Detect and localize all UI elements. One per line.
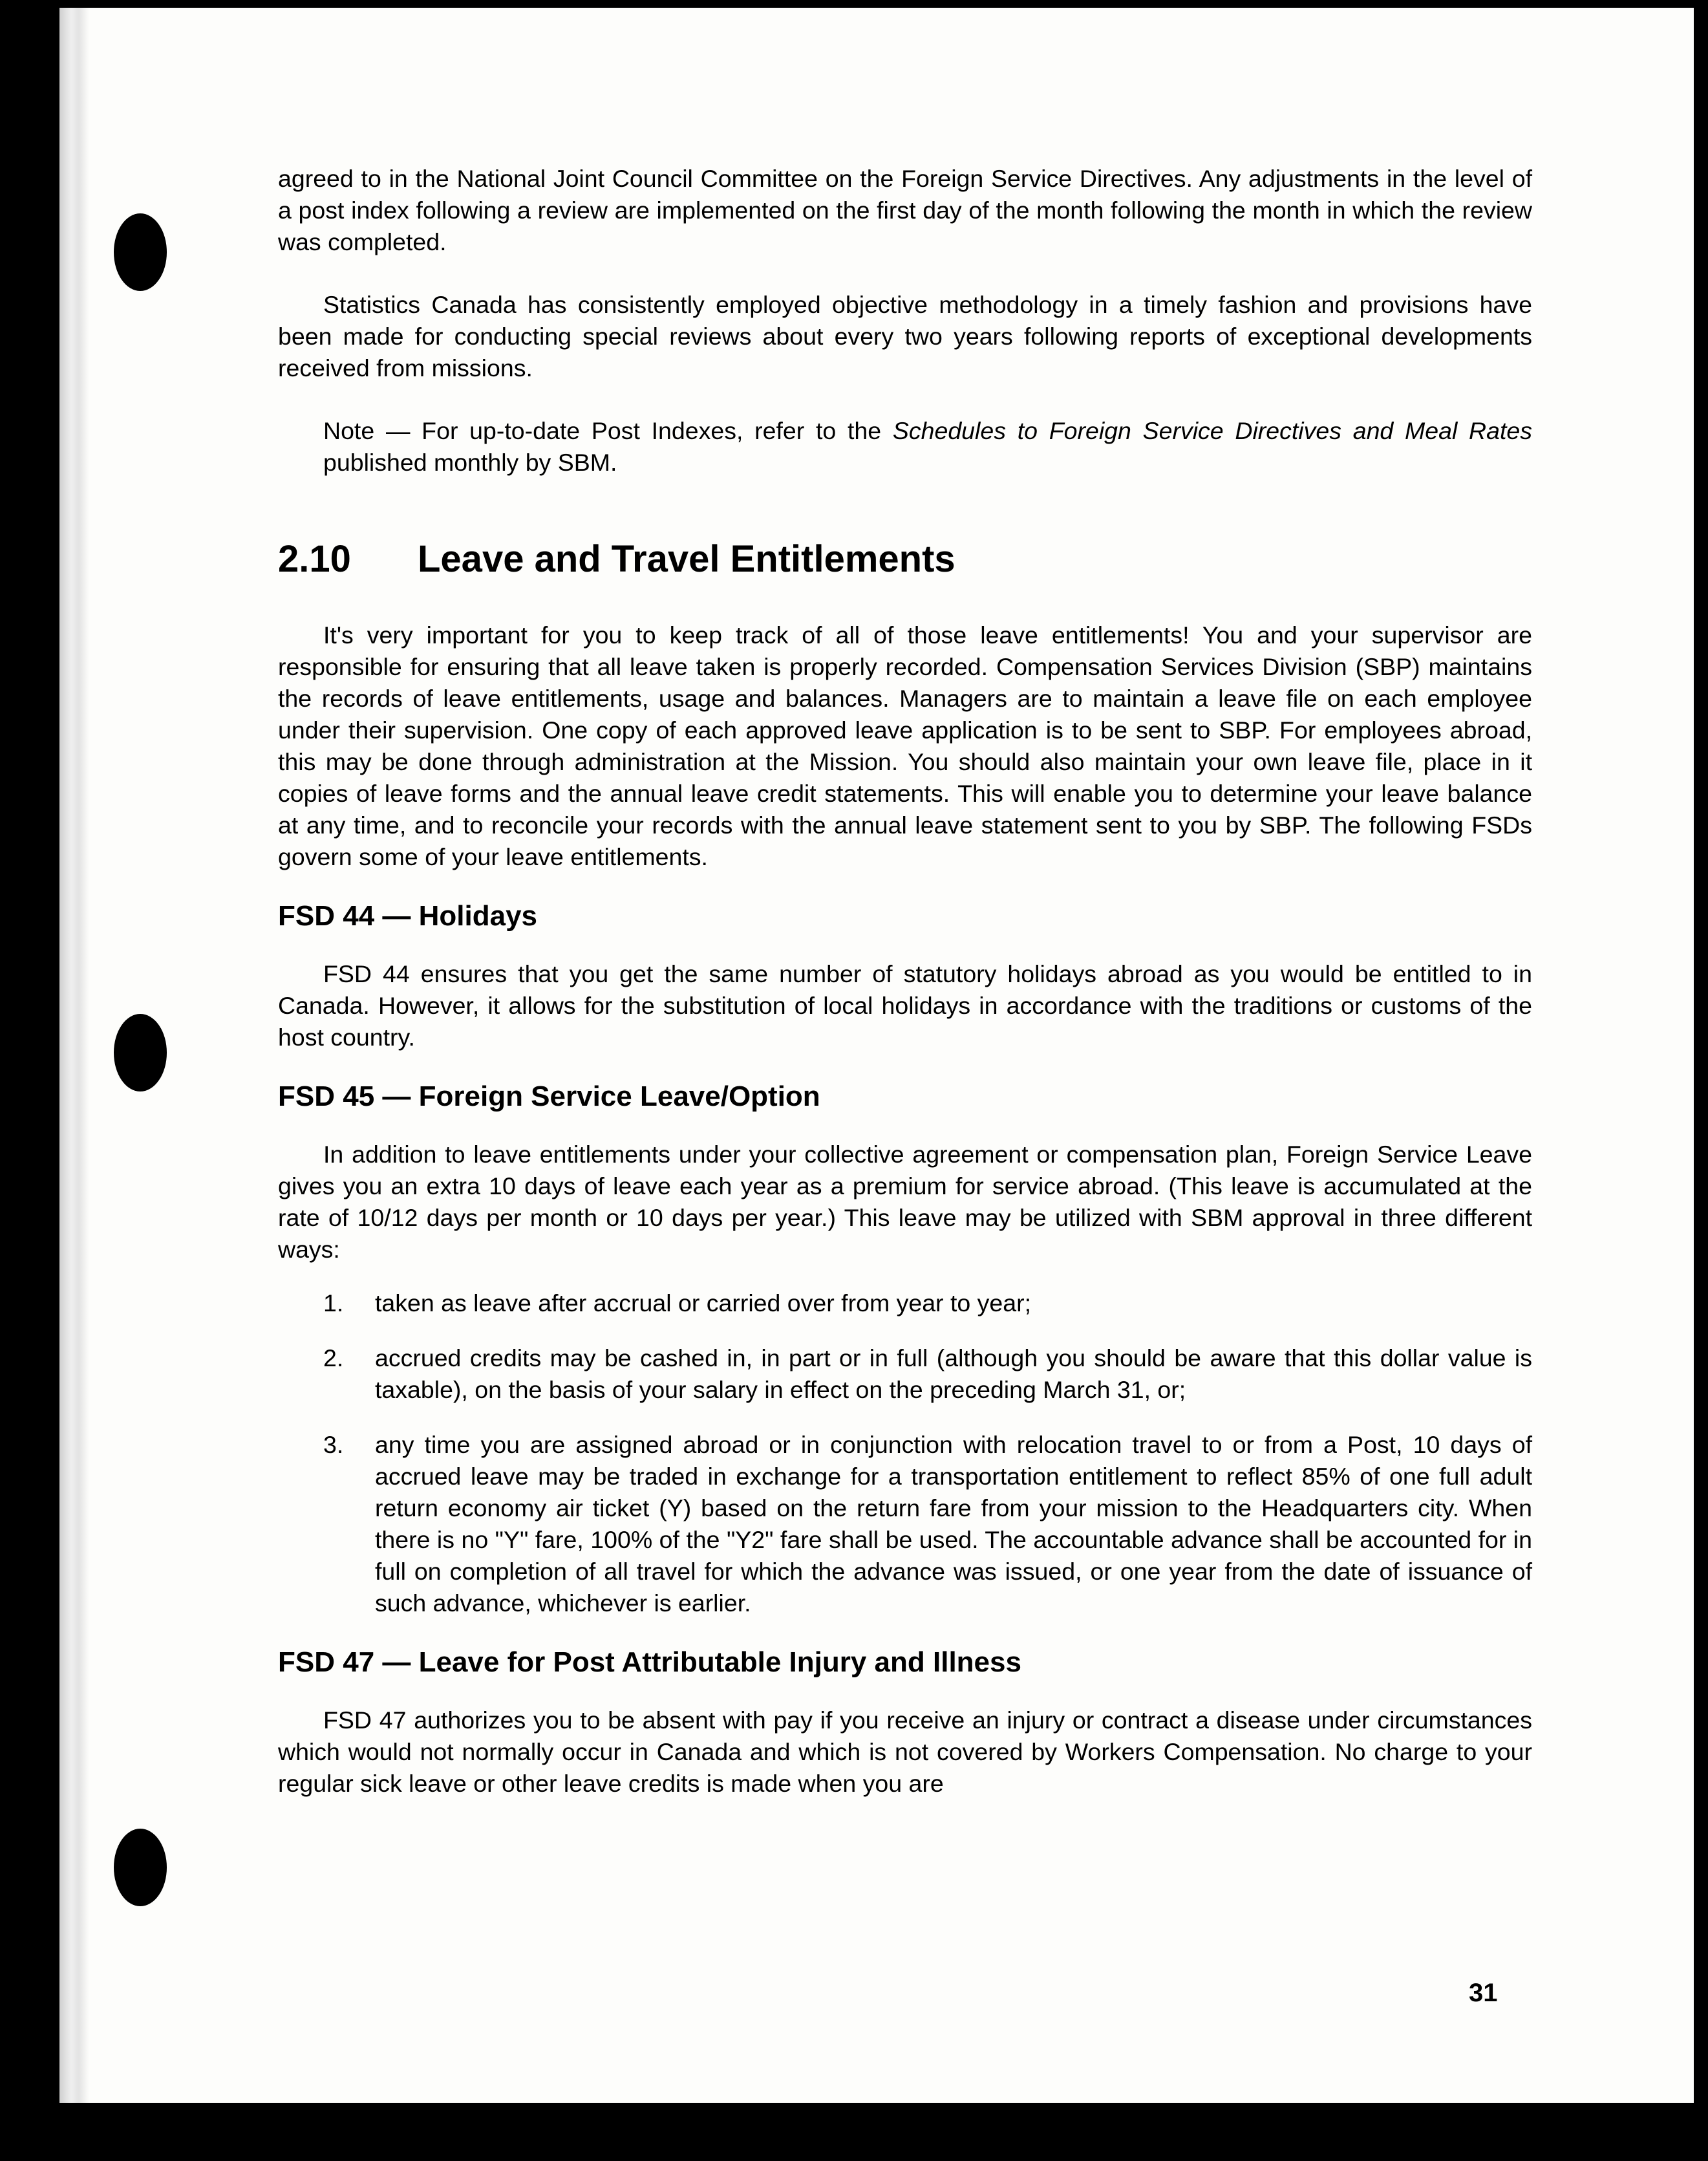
punch-hole-bottom [114, 1829, 167, 1906]
note-prefix: Note — For up-to-date Post Indexes, refer to the [323, 417, 893, 444]
list-item-text: accrued credits may be cashed in, in part or in full (although you should be aware that this dollar value is taxable), on the basis of your salary in effect on the preceding March 31, or; [375, 1344, 1532, 1403]
fsd45-heading: FSD 45 — Foreign Service Leave/Option [278, 1080, 820, 1112]
binding-edge [59, 8, 89, 2103]
list-item [278, 1429, 1532, 1619]
scan-edge-mark: ) [0, 1014, 40, 1113]
section-heading [278, 537, 1532, 582]
punch-hole-middle [114, 1014, 167, 1091]
list-item-number: 1. [323, 1289, 344, 1317]
statistics-paragraph: Statistics Canada has consistently employed objective methodology in a timely fashion and provisions have been made for conducting special reviews about every two years following reports of exceptional developments received from missions. [278, 291, 1532, 382]
list-item [278, 1342, 1532, 1406]
punch-hole-top [114, 213, 167, 291]
section-number: 2.10 [278, 538, 351, 580]
list-item [278, 1287, 1532, 1319]
note-suffix: published monthly by SBM. [323, 449, 617, 476]
list-item-text: any time you are assigned abroad or in conjunction with relocation travel to or from a Post, 10 days of accrued leave may be traded in exchange for a transportation entitlement to reflect 85% of one full adult return economy air ticket (Y) based on the return fare from your mission to the Headquarters city. When there is no "Y" fare, 100% of the "Y2" fare shall be used. The accountable advance shall be accounted for in full on completion of all travel for which the advance was issued, or one year from the date of issuance of such advance, whichever is earlier. [375, 1431, 1532, 1617]
fsd47-heading: FSD 47 — Leave for Post Attributable Injury and Illness [278, 1646, 1021, 1678]
section-paragraph: It's very important for you to keep track of all of those leave entitlements! You and your supervisor are responsible for ensuring that all leave taken is properly recorded. Compensation Services Division (SBP) maintains the records of leave entitlements, usage and balances. Managers are to maintain a leave file on each employee under their supervision. One copy of each approved leave application is to be sent to SBP. For employees abroad, this may be done through administration at the Mission. You should also maintain your own leave file, place in it copies of leave forms and the annual leave credit statements. This will enable you to determine your leave balance at any time, and to reconcile your records with the annual leave statement sent to you by SBP. The following FSDs govern some of your leave entitlements. [278, 621, 1532, 870]
intro-paragraph: agreed to in the National Joint Council Committee on the Foreign Service Directives. Any adjustments in the level of a post index following a review are implemented on the first day of the month following the month in which the review was completed. [278, 165, 1532, 255]
note-title: Schedules to Foreign Service Directives and Meal Rates [892, 417, 1532, 444]
page-content [278, 163, 1532, 1800]
fsd45-options-list [278, 1287, 1532, 1619]
document-page [59, 8, 1694, 2103]
scan-edge-mark: ) [0, 1822, 40, 1921]
list-item-number: 2. [323, 1344, 344, 1371]
note-paragraph [278, 415, 1532, 478]
page-number: 31 [1469, 1979, 1498, 2007]
fsd47-paragraph: FSD 47 authorizes you to be absent with pay if you receive an injury or contract a disease under circumstances which would not normally occur in Canada and which is not covered by Workers Compensation. No charge to your regular sick leave or other leave credits is made when you are [278, 1706, 1532, 1797]
list-item-number: 3. [323, 1431, 344, 1458]
section-title: Leave and Travel Entitlements [418, 538, 955, 580]
list-item-text: taken as leave after accrual or carried over from year to year; [375, 1289, 1032, 1317]
fsd44-paragraph: FSD 44 ensures that you get the same number of statutory holidays abroad as you would be entitled to in Canada. However, it allows for the substitution of local holidays in accordance with the traditions or customs of the host country. [278, 960, 1532, 1051]
scan-bottom-border [0, 2103, 1708, 2161]
fsd44-heading: FSD 44 — Holidays [278, 900, 538, 932]
fsd45-paragraph: In addition to leave entitlements under your collective agreement or compensation plan, Foreign Service Leave gives you an extra 10 days of leave each year as a premium for service abroad. (This leave is accumulated at the rate of 10/12 days per month or 10 days per year.) This leave may be utilized with SBM approval in three different ways: [278, 1141, 1532, 1263]
